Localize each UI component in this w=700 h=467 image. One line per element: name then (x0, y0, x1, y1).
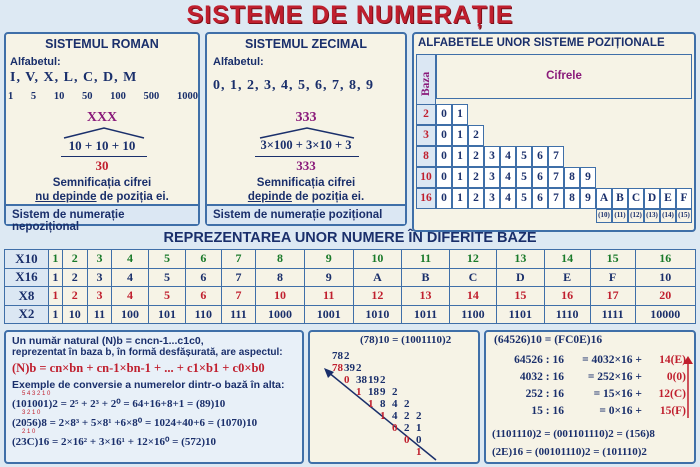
hex-dividend: 4032 : 16 (519, 371, 564, 383)
representation-cell: 9 (304, 268, 353, 287)
roman-value: 100 (110, 91, 126, 102)
representation-cell: 1100 (449, 305, 496, 324)
division-step: 78 (332, 350, 343, 362)
division-step: 2 (392, 386, 398, 398)
division-step: 4 (392, 398, 398, 410)
alphabet-digit: 8 (564, 167, 580, 188)
representation-cell: 101 (148, 305, 185, 324)
roman-note-2-rest: de poziția ei. (96, 191, 169, 203)
representation-cell: 1 (49, 305, 63, 324)
representation-cell: 4 (111, 268, 148, 287)
hex-remainder: 12(C) (658, 388, 686, 400)
roman-footer: Sistem de numerație nepozițional (6, 204, 198, 224)
hex-lines (492, 354, 692, 422)
alphabet-digit: 0 (436, 104, 452, 125)
alphabet-digit: 3 (484, 167, 500, 188)
roman-example-top: XXX (86, 110, 118, 125)
hex-remainder: 15(F) (659, 405, 686, 417)
hex-arrow (682, 356, 694, 420)
zecimal-note-2 (207, 191, 405, 203)
alphabet-digit: 5 (516, 167, 532, 188)
alphabet-digit: 8 (564, 188, 580, 209)
hex-digit-value: (14) (660, 209, 676, 223)
alphabet-digit: B (612, 188, 628, 209)
expand-examples-label: Exemple de conversie a numerelor dintr-o bază în alta: (12, 379, 285, 391)
zecimal-panel (205, 32, 407, 226)
representation-cell: 3 (87, 268, 111, 287)
alphabet-digit: 9 (580, 188, 596, 209)
representation-cell: 1010 (353, 305, 402, 324)
representation-cell: 11 (304, 287, 353, 306)
hex-conv-2: (2E)16 = (00101110)2 = (101110)2 (492, 446, 647, 458)
representation-cell: C (449, 268, 496, 287)
zecimal-example-top: 333 (295, 110, 317, 125)
alphabet-digit: 5 (516, 146, 532, 167)
roman-value: 1000 (176, 91, 198, 102)
alphabet-digit: 6 (532, 188, 548, 209)
representation-cell: 110 (185, 305, 221, 324)
alphabet-digit: 9 (580, 167, 596, 188)
hex-digit-value: (10) (596, 209, 612, 223)
expand-intro-2: reprezentat în baza b, în formă desfășurată, are aspectul: (12, 347, 283, 358)
representation-cell: 10 (62, 305, 87, 324)
division-step: 2 (356, 362, 362, 374)
base-value: 3 (416, 125, 436, 146)
zecimal-heading: SISTEMUL ZECIMAL (245, 37, 367, 51)
representation-table (4, 249, 696, 324)
representation-cell: 1 (49, 268, 63, 287)
alphabet-digit: A (596, 188, 612, 209)
zecimal-example-result: 333 (296, 158, 316, 173)
division-step: 1 (356, 386, 362, 398)
hex-line (492, 354, 692, 371)
roman-note-2-emph: nu depinde (35, 191, 97, 203)
roman-letters: I, V, X, L, C, D, M (10, 70, 138, 85)
representation-cell: 2 (62, 287, 87, 306)
hex-quotient: = 0×16 + (599, 405, 642, 417)
expand-ex3: (23C)16 = 2×16² + 3×16¹ + 12×16⁰ = (572)10 (12, 436, 216, 448)
hex-line (492, 371, 692, 388)
roman-value: 500 (143, 91, 160, 102)
division-step: 9 (380, 386, 386, 398)
roman-panel (4, 32, 200, 233)
division-step: 1 (368, 398, 374, 410)
roman-alphabet-label: Alfabetul: (10, 56, 61, 68)
alphabet-digit: 2 (468, 125, 484, 146)
expand-ex1: (101001)2 = 2⁵ + 2³ + 2⁰ = 64+16+8+1 = (89)10 (12, 398, 226, 410)
division-step: 78 (332, 362, 343, 374)
division-step: 0 (416, 434, 422, 446)
division-step: 39 (344, 362, 355, 374)
representation-cell: 17 (590, 287, 635, 306)
alphabet-digit: 1 (452, 188, 468, 209)
alphabet-digit: 3 (484, 146, 500, 167)
representation-cell: 6 (185, 250, 221, 269)
roman-note-2 (6, 191, 198, 203)
representation-cell: 1101 (497, 305, 544, 324)
zecimal-note-2-emph: depinde (247, 191, 292, 203)
representation-cell: 10000 (635, 305, 695, 324)
representation-cell: 5 (148, 287, 185, 306)
alphabet-digit: C (628, 188, 644, 209)
representation-cell: 1 (49, 287, 63, 306)
representation-cell: E (544, 268, 590, 287)
representation-row (5, 250, 696, 269)
representation-cell: 13 (497, 250, 544, 269)
hex-digit-value: (13) (644, 209, 660, 223)
alphabet-digit: 0 (436, 167, 452, 188)
division-step: 19 (368, 374, 379, 386)
representation-cell: 5 (148, 250, 185, 269)
representation-heading: REPREZENTAREA UNOR NUMERE ÎN DIFERITE BAZE (163, 230, 537, 246)
zecimal-example-sum: 3×100 + 3×10 + 3 (260, 138, 352, 152)
alphabet-digit: 1 (452, 146, 468, 167)
representation-cell: 8 (256, 250, 305, 269)
representation-row-label: X10 (5, 250, 49, 269)
roman-example-sum: 10 + 10 + 10 (68, 138, 136, 153)
division-step: 1 (416, 422, 422, 434)
alphabet-digit: 1 (452, 104, 468, 125)
alphabet-digit: 5 (516, 188, 532, 209)
representation-cell: 6 (185, 287, 221, 306)
representation-cell: 4 (111, 250, 148, 269)
expand-panel (4, 330, 304, 464)
division-step: 18 (368, 386, 379, 398)
hex-header: (64526)10 = (FC0E)16 (494, 334, 603, 346)
representation-cell: 15 (497, 287, 544, 306)
hex-remainder: 14(E) (659, 354, 686, 366)
representation-cell: 10 (256, 287, 305, 306)
representation-cell: 111 (221, 305, 255, 324)
hex-line (492, 388, 692, 405)
division-step: 8 (380, 398, 386, 410)
representation-cell: D (497, 268, 544, 287)
expand-formula: (N)b = cn×bn + cn-1×bn-1 + ... + c1×b1 + c0×b0 (12, 361, 265, 375)
hex-line (492, 405, 692, 422)
representation-cell: 7 (221, 287, 255, 306)
alphabet-digit: 6 (532, 146, 548, 167)
representation-cell: 7 (221, 250, 255, 269)
hex-digit-value: (11) (612, 209, 628, 223)
representation-cell: 10 (353, 250, 402, 269)
hex-dividend: 64526 : 16 (514, 354, 564, 366)
representation-cell: 1111 (590, 305, 635, 324)
zecimal-digits: 0, 1, 2, 3, 4, 5, 6, 7, 8, 9 (213, 78, 374, 93)
representation-cell: 5 (148, 268, 185, 287)
division-step: 0 (392, 422, 398, 434)
representation-cell: 3 (87, 287, 111, 306)
roman-value: 10 (53, 91, 65, 102)
roman-value: 5 (30, 91, 37, 102)
representation-cell: 12 (353, 287, 402, 306)
expand-intro-1: Un număr natural (N)b = cncn-1...c1c0, (12, 335, 204, 347)
division-step: 1 (416, 446, 422, 458)
alphabet-digit: 0 (436, 146, 452, 167)
alphabet-digit: 7 (548, 167, 564, 188)
representation-cell: 1 (49, 250, 63, 269)
representation-row (5, 287, 696, 306)
representation-cell: 1110 (544, 305, 590, 324)
alphabet-digit: 2 (468, 146, 484, 167)
roman-note-1: Semnificația cifrei (52, 177, 152, 189)
hex-quotient: = 4032×16 + (582, 354, 642, 366)
alphabet-digit: E (660, 188, 676, 209)
hex-quotient: = 15×16 + (593, 388, 642, 400)
representation-cell: 1000 (256, 305, 305, 324)
representation-cell: 11 (402, 250, 449, 269)
representation-cell: 14 (449, 287, 496, 306)
expand-ex2-index: 3 2 1 0 (22, 410, 41, 416)
representation-cell: 100 (111, 305, 148, 324)
division-step: 2 (380, 374, 386, 386)
base-value: 16 (416, 188, 436, 209)
alphabet-digit: 4 (500, 167, 516, 188)
representation-cell: 11 (87, 305, 111, 324)
expand-ex1-index: 5 4 3 2 1 0 (22, 391, 51, 397)
division-step: 2 (404, 410, 410, 422)
hex-conv-1: (1101110)2 = (001101110)2 = (156)8 (492, 428, 655, 440)
representation-cell: 7 (221, 268, 255, 287)
base-value: 10 (416, 167, 436, 188)
alphabet-digit: 2 (468, 188, 484, 209)
representation-row-label: X2 (5, 305, 49, 324)
roman-value: 50 (81, 91, 93, 102)
division-step: 0 (344, 374, 350, 386)
division-step: 1 (380, 410, 386, 422)
division-step: 2 (404, 398, 410, 410)
representation-cell: 6 (185, 268, 221, 287)
alphabet-digit: 2 (468, 167, 484, 188)
representation-cell: 1001 (304, 305, 353, 324)
division-step: 2 (416, 410, 422, 422)
hex-digit-value: (12) (628, 209, 644, 223)
digits-header: Cifrele (436, 54, 692, 99)
page-title: SISTEME DE NUMERAȚIE (186, 1, 514, 29)
representation-cell: 12 (449, 250, 496, 269)
representation-cell: 1011 (402, 305, 449, 324)
representation-row (5, 268, 696, 287)
base-value: 8 (416, 146, 436, 167)
expand-ex2: (2056)8 = 2×8³ + 5×8¹ +6×8⁰ = 1024+40+6 = (1070)10 (12, 417, 258, 429)
division-step: 2 (344, 350, 350, 362)
zecimal-note-2-rest: de poziția ei. (291, 191, 365, 203)
representation-cell: B (402, 268, 449, 287)
alphabet-digit: 7 (548, 146, 564, 167)
alphabet-digit: 3 (484, 188, 500, 209)
representation-cell: 2 (62, 250, 87, 269)
representation-cell: 16 (635, 250, 695, 269)
hex-quotient: = 252×16 + (587, 371, 642, 383)
alphabet-digit: 4 (500, 146, 516, 167)
representation-cell: F (590, 268, 635, 287)
base-value: 2 (416, 104, 436, 125)
division-step: 4 (392, 410, 398, 422)
representation-cell: 9 (304, 250, 353, 269)
alphabet-digit: 7 (548, 188, 564, 209)
alphabet-digit: 1 (452, 125, 468, 146)
representation-cell: 2 (62, 268, 87, 287)
alphabet-digit: D (644, 188, 660, 209)
zecimal-footer: Sistem de numerație pozițional (207, 204, 405, 224)
hex-digit-value: (15) (676, 209, 692, 223)
roman-values (8, 91, 198, 102)
representation-row-label: X8 (5, 287, 49, 306)
representation-cell: A (353, 268, 402, 287)
hex-dividend: 15 : 16 (531, 405, 564, 417)
representation-cell: 10 (635, 268, 695, 287)
alphabet-digit: 1 (452, 167, 468, 188)
roman-value: 1 (8, 91, 14, 102)
representation-cell: 15 (590, 250, 635, 269)
alphabet-digit: 0 (436, 188, 452, 209)
representation-cell: 13 (402, 287, 449, 306)
representation-cell: 14 (544, 250, 590, 269)
zecimal-alphabet-label: Alfabetul: (213, 56, 264, 68)
representation-cell: 8 (256, 268, 305, 287)
hex-panel (484, 330, 696, 464)
alphabet-digit: 0 (436, 125, 452, 146)
roman-heading: SISTEMUL ROMAN (45, 37, 159, 51)
representation-cell: 16 (544, 287, 590, 306)
zecimal-note-1: Semnificația cifrei (256, 177, 356, 189)
representation-cell: 20 (635, 287, 695, 306)
alphabet-digit: 6 (532, 167, 548, 188)
hex-dividend: 252 : 16 (525, 388, 564, 400)
division-header: (78)10 = (1001110)2 (360, 334, 452, 346)
division-step: 0 (404, 434, 410, 446)
representation-row-label: X16 (5, 268, 49, 287)
zecimal-fraction-line (255, 156, 359, 157)
roman-example-result: 30 (95, 158, 109, 173)
base-header: Baza (416, 54, 436, 114)
alfabete-heading: ALFABETELE UNOR SISTEME POZIȚIONALE (418, 37, 665, 49)
division-step: 38 (356, 374, 367, 386)
alphabet-digit: 4 (500, 188, 516, 209)
representation-cell: 4 (111, 287, 148, 306)
roman-fraction-line (61, 156, 147, 157)
alphabet-digit: F (676, 188, 692, 209)
division-step: 2 (404, 422, 410, 434)
hex-remainder: 0(0) (666, 371, 686, 383)
alfabete-panel (412, 32, 696, 232)
division-panel (308, 330, 480, 464)
representation-row (5, 305, 696, 324)
expand-ex3-index: 2 1 0 (22, 429, 36, 435)
representation-cell: 3 (87, 250, 111, 269)
